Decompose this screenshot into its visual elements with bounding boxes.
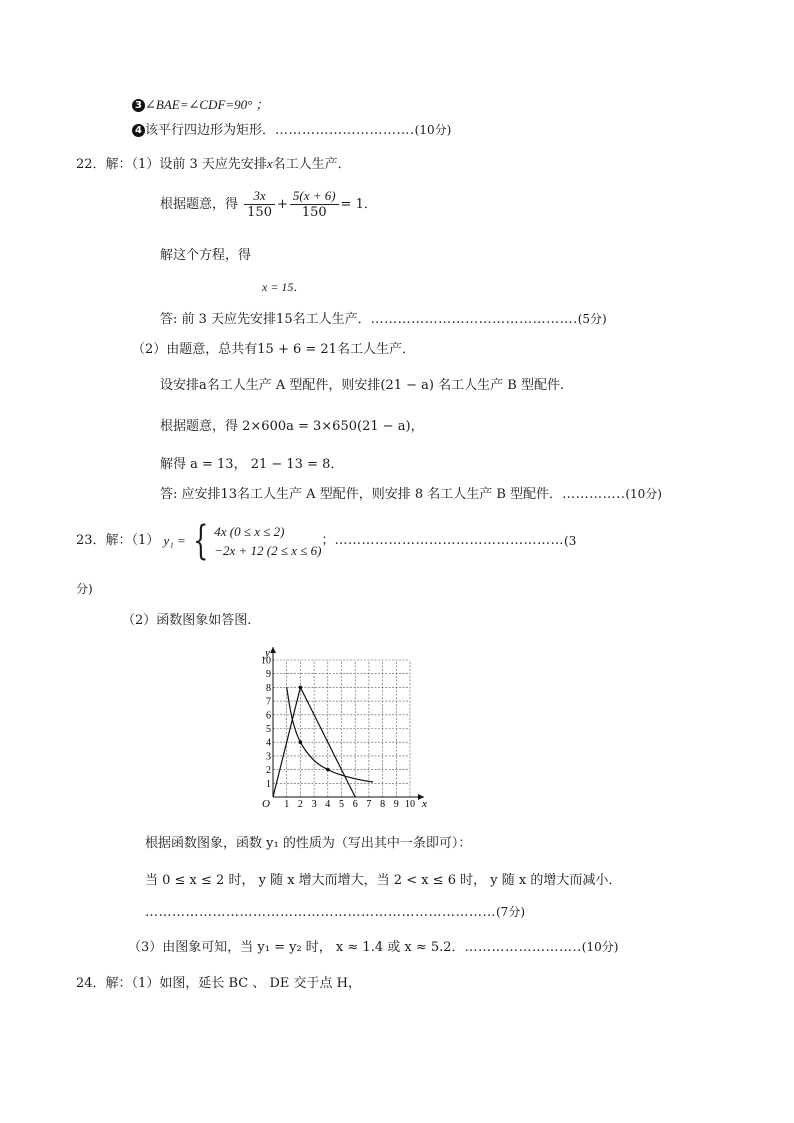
x-tick-label-4: 4 xyxy=(325,799,331,810)
q22-eq-rhs: = 1． xyxy=(340,197,377,212)
x-tick-label-10: 10 xyxy=(405,799,415,810)
q22-part1-intro xyxy=(76,155,351,174)
y-tick-label-3: 3 xyxy=(266,751,271,763)
q22-label: 22．解： xyxy=(76,157,132,172)
x-tick-label-5: 5 xyxy=(339,799,344,810)
q22-p1-rest: 名工人生产． xyxy=(272,157,351,172)
y-tick-label-5: 5 xyxy=(266,724,271,735)
frac2-num: 5(x + 6) xyxy=(290,188,339,205)
q22-answer2-points: (10分) xyxy=(625,487,662,501)
q22-answer2-text: 答: 应安排13名工人生产 A 型配件，则安排 8 名工人生产 B 型配件． xyxy=(160,487,563,502)
x-tick-label-6: 6 xyxy=(352,799,358,810)
q22-eq-intro: 根据题意，得 xyxy=(160,197,239,212)
q23-part2-intro: （2）函数图象如答图. xyxy=(122,613,252,628)
x-tick-label-9: 9 xyxy=(393,799,399,810)
x-axis-label: x xyxy=(422,798,427,810)
marked-point-3 xyxy=(326,768,330,772)
q22-p1-intro: （1）设前 3 天应先安排 xyxy=(131,157,267,172)
q21-line-3 xyxy=(132,96,269,115)
frac1-num: 3x xyxy=(244,188,275,205)
y-axis-label: y xyxy=(265,647,270,659)
q22-answer-1: 答: 前 3 天应先安排15名工人生产．……………………………………….(5分) xyxy=(160,312,607,327)
y-tick-label-6: 6 xyxy=(266,710,271,722)
q22-part2-solution: 解得 a = 13， 21 − 13 = 8． xyxy=(160,457,344,472)
circled-number-4: 4 xyxy=(132,124,145,137)
y-tick-label-7: 7 xyxy=(266,696,271,708)
q24-part1-intro: 24．解：（1）如图，延长 BC 、 DE 交于点 H， xyxy=(76,976,361,991)
q23-cases-end: ； xyxy=(321,533,335,548)
q23-case-1: 4x (0 ≤ x ≤ 2) xyxy=(214,524,285,539)
frac2-den: 150 xyxy=(301,205,327,220)
q22-answer-2: 答: 应安排13名工人生产 A 型配件，则安排 8 名工人生产 B 型配件．…………..(10分) xyxy=(160,487,662,502)
q22-fraction-1 xyxy=(244,188,275,221)
y-tick-label-8: 8 xyxy=(266,682,271,694)
q23-case-2: −2x + 12 (2 ≤ x ≤ 6) xyxy=(214,543,322,558)
q23-points-b: 分) xyxy=(76,582,93,596)
q23-cases xyxy=(214,522,321,560)
y-tick-label-2: 2 xyxy=(266,765,271,777)
q21-line-4: 4 该平行四边形为矩形．………………………….(10分) xyxy=(132,121,451,140)
q21-line4-text: 该平行四边形为矩形． xyxy=(145,123,276,138)
circled-number-3: 3 xyxy=(132,99,145,112)
y-tick-label-10: 10 xyxy=(261,655,271,667)
q22-part2-equation: 根据题意，得 2×600a = 3×650(21 − a)， xyxy=(160,419,424,434)
x-tick-label-1: 1 xyxy=(284,799,290,810)
x-tick-label-8: 8 xyxy=(380,799,386,810)
y-tick-label-1: 1 xyxy=(266,778,271,790)
x-tick-label-7: 7 xyxy=(366,799,372,810)
origin-label: O xyxy=(262,798,270,810)
frac1-den: 150 xyxy=(247,205,272,220)
axes xyxy=(273,647,424,797)
q22-part2-intro: （2）由题意，总共有15 + 6 = 21名工人生产． xyxy=(132,342,415,357)
left-brace: { xyxy=(192,518,209,564)
q23-y1: y₁ = xyxy=(163,533,186,548)
q22-answer1-text: 答: 前 3 天应先安排15名工人生产． xyxy=(160,312,371,327)
q23-property: 当 0 ≤ x ≤ 2 时， y 随 x 增大而增大，当 2 < x ≤ 6 时， y 随 x 的增大而减小． xyxy=(145,873,622,888)
q22-fraction-2 xyxy=(290,188,339,221)
y-tick-label-9: 9 xyxy=(266,669,271,681)
q23-part1: 23．解：（1） y₁ = { 4x (0 ≤ x ≤ 2) −2x + 12 (2 ≤ x ≤ 6) ；……………………………………………(3 xyxy=(76,518,577,564)
q22-p1-var: x xyxy=(266,156,273,171)
y-tick-label-4: 4 xyxy=(266,737,271,749)
q21-points: (10分) xyxy=(414,123,452,137)
function-graph xyxy=(255,640,450,812)
q23-piecewise xyxy=(163,519,321,563)
marked-point-2 xyxy=(299,740,303,744)
grid xyxy=(273,660,410,797)
q23-label: 23．解：（1） xyxy=(76,533,160,548)
q23-property-intro: 根据函数图象，函数 y₁ 的性质为（写出其中一条即可）： xyxy=(145,836,472,851)
q22-part2-setup: 设安排a名工人生产 A 型配件，则安排(21 − a) 名工人生产 B 型配件. xyxy=(160,378,565,393)
q22-equation: 根据题意，得 $\frac{3x}{150}$ + $\frac{5(x + 6)}{150}$ = 1． xyxy=(160,188,377,220)
q22-solve-text: 解这个方程，得 xyxy=(160,248,252,263)
q23-points-a: (3 xyxy=(564,534,577,548)
marked-point-1 xyxy=(299,686,303,690)
series-y2 xyxy=(287,687,373,782)
q21-line3-text: ∠BAE=∠CDF=90° ； xyxy=(145,97,269,112)
q23-part3-text: （3）由图象可知，当 y₁ = y₂ 时， x ≈ 1.4 或 x ≈ 5.2． xyxy=(128,940,465,955)
q23-part3: （3）由图象可知，当 y₁ = y₂ 时， x ≈ 1.4 或 x ≈ 5.2．……………………..(10分) xyxy=(128,940,619,955)
q23-property-points: (7分) xyxy=(496,905,525,919)
q22-answer1-points: (5分) xyxy=(577,312,607,326)
x-tick-label-3: 3 xyxy=(311,799,317,810)
q22-solution: x = 15． xyxy=(262,280,306,294)
q23-property-leader: ……………………………………………………………………(7分) xyxy=(145,905,525,920)
q23-part3-points: (10分) xyxy=(581,940,619,954)
x-tick-label-2: 2 xyxy=(297,799,303,810)
